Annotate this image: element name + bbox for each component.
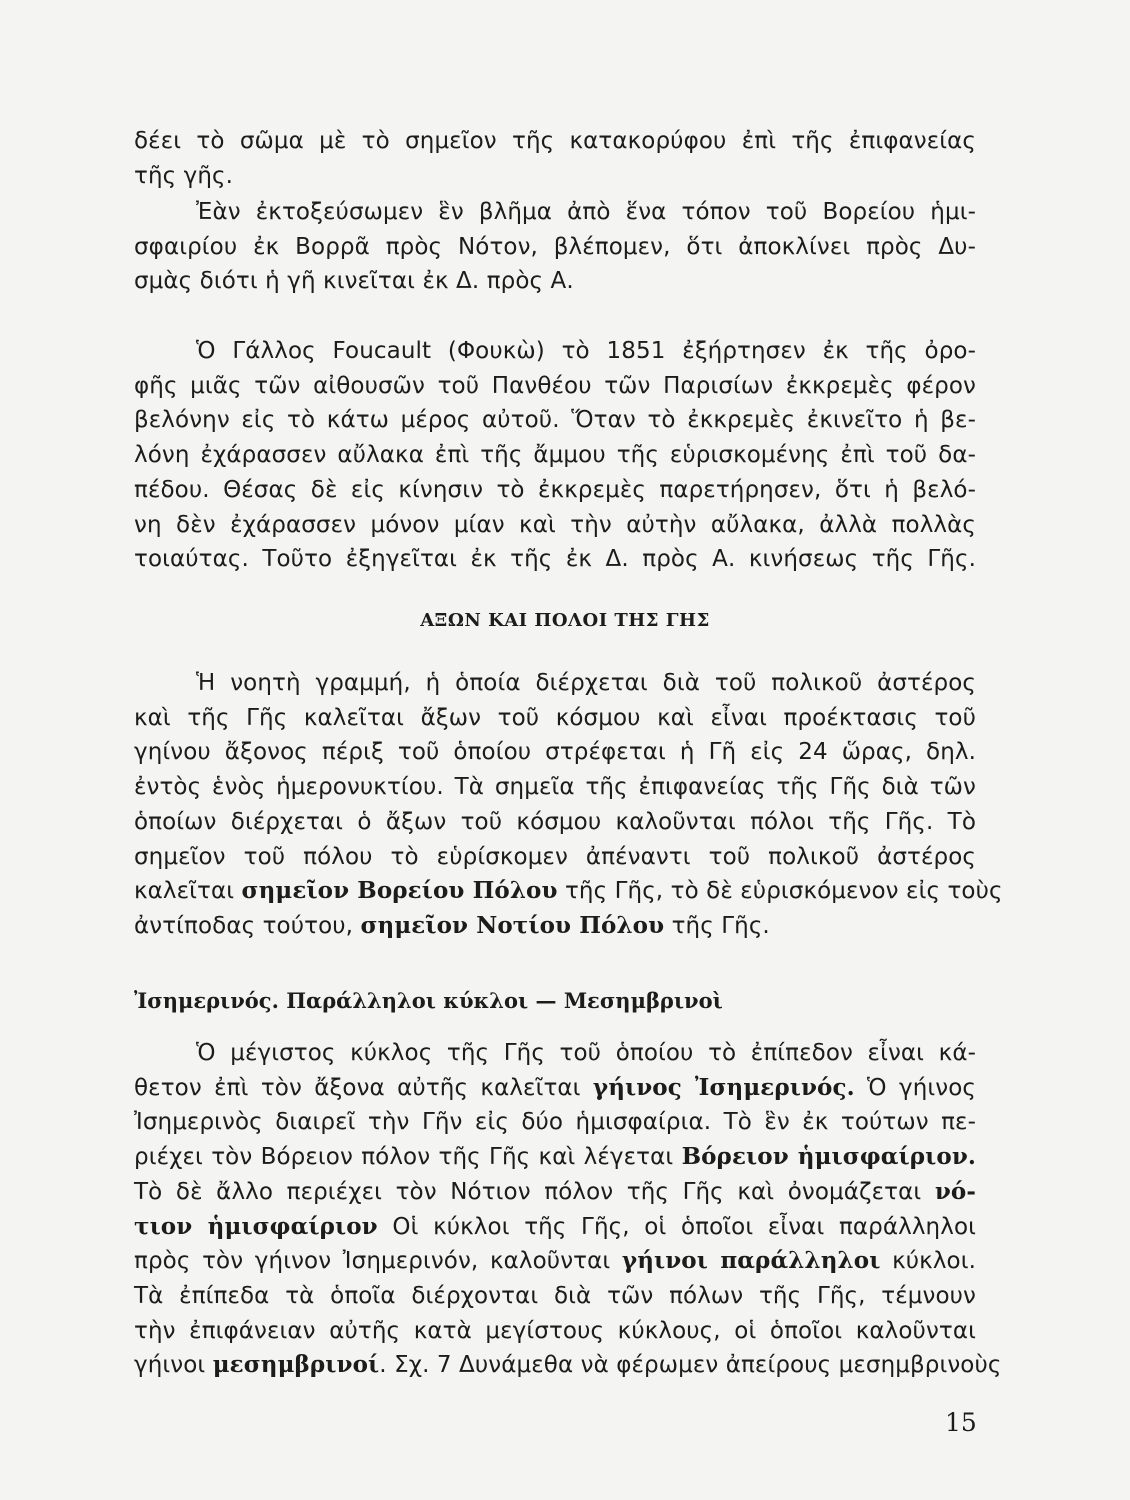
- text-run: . Σχ. 7 Δυνάμεθα νὰ φέρωμεν ἀπείρους μεσημβρινοὺς: [379, 1352, 1002, 1379]
- bold-term: γήινος Ἰσημερινός.: [592, 1073, 855, 1101]
- text-run: τῆς Γῆς.: [664, 912, 770, 939]
- text-line: λόνη ἐχάρασσεν αὔλακα ἐπὶ τῆς ἄμμου τῆς εὑρισκομένης ἐπὶ τοῦ δα-: [134, 442, 976, 469]
- text-line: δέει τὸ σῶμα μὲ τὸ σημεῖον τῆς κατακορύφου ἐπὶ τῆς ἐπιφανείας: [134, 128, 976, 154]
- text-line: γηίνου ἄξονος πέριξ τοῦ ὁποίου στρέφεται ἡ Γῆ εἰς 24 ὥρας, δηλ.: [134, 739, 976, 766]
- text-line: [134, 1348, 1002, 1383]
- paragraph-pendulum-intro: [134, 124, 976, 193]
- text-run: ἀντίποδας τούτου,: [134, 912, 361, 939]
- text-line: [134, 1071, 976, 1106]
- text-line: βελόνην εἰς τὸ κάτω μέρος αὐτοῦ. Ὅταν τὸ ἐκκρεμὲς ἐκινεῖτο ἡ βε-: [134, 407, 976, 434]
- bold-term: νό-: [934, 1177, 976, 1205]
- bold-term: σημεῖον Βορείου Πόλου: [241, 877, 558, 905]
- text-run: Οἱ κύκλοι τῆς Γῆς, οἱ ὁποῖοι εἶναι παράλληλοι: [377, 1213, 976, 1240]
- section-heading: ΑΞΩΝ ΚΑΙ ΠΟΛΟΙ ΤΗΣ ΓΗΣ: [420, 610, 710, 631]
- bold-term: σημεῖον Νοτίου Πόλου: [360, 911, 665, 939]
- text-run: θετον ἐπὶ τὸν ἄξονα αὐτῆς καλεῖται: [134, 1074, 593, 1101]
- bold-term: Βόρειον ἡμισφαίριον.: [681, 1143, 976, 1171]
- text-line: [134, 1140, 976, 1175]
- paragraph-foucault: [134, 334, 976, 577]
- text-run: κύκλοι.: [880, 1248, 976, 1275]
- text-line: τοιαύτας. Τοῦτο ἐξηγεῖται ἐκ τῆς ἐκ Δ. πρὸς Α. κινήσεως τῆς Γῆς.: [134, 546, 976, 573]
- text-line: Ἐὰν ἐκτοξεύσωμεν ἓν βλῆμα ἀπὸ ἕνα τόπον τοῦ Βορείου ἡμι-: [196, 199, 976, 225]
- bold-term: τιον ἡμισφαίριον: [134, 1212, 378, 1240]
- text-line: Ὁ μέγιστος κύκλος τῆς Γῆς τοῦ ὁποίου τὸ ἐπίπεδον εἶναι κά-: [196, 1040, 976, 1066]
- text-line: [134, 1175, 976, 1210]
- text-run: τῆς Γῆς, τὸ δὲ εὑρισκόμενον εἰς τοὺς: [557, 878, 1003, 905]
- page-number: 15: [945, 1408, 977, 1437]
- text-run: πρὸς τὸν γήινον Ἰσημερινόν, καλοῦνται: [134, 1248, 622, 1275]
- text-line: καὶ τῆς Γῆς καλεῖται ἄξων τοῦ κόσμου καὶ εἶναι προέκτασις τοῦ: [134, 704, 976, 731]
- text-line: σμὰς διότι ἡ γῆ κινεῖται ἐκ Δ. πρὸς Α.: [134, 268, 574, 295]
- text-line: πέδου. Θέσας δὲ εἰς κίνησιν τὸ ἐκκρεμὲς παρετήρησεν, ὅτι ἡ βελό-: [134, 476, 976, 503]
- text-line: Ἰσημερινὸς διαιρεῖ τὴν Γῆν εἰς δύο ἡμισφαίρια. Τὸ ἓν ἐκ τούτων πε-: [134, 1109, 976, 1136]
- text-line: [134, 1244, 976, 1279]
- subsection-heading: Ἰσημερινός. Παράλληλοι κύκλοι — Μεσημβρινοὶ: [134, 988, 723, 1013]
- bold-term: μεσημβρινοί: [212, 1351, 380, 1379]
- text-line: [134, 874, 1003, 909]
- text-run: ριέχει τὸν Βόρειον πόλον τῆς Γῆς καὶ λέγεται: [134, 1144, 682, 1171]
- text-line: φῆς μιᾶς τῶν αἰθουσῶν τοῦ Πανθέου τῶν Παρισίων ἐκκρεμὲς φέρον: [134, 372, 976, 399]
- text-line: ἐντὸς ἑνὸς ἡμερονυκτίου. Τὰ σημεῖα τῆς ἐπιφανείας τῆς Γῆς διὰ τῶν: [134, 774, 976, 801]
- text-line: τὴν ἐπιφάνειαν αὐτῆς κατὰ μεγίστους κύκλους, οἱ ὁποῖοι καλοῦνται: [134, 1317, 976, 1344]
- paragraph-axis: [134, 666, 1003, 944]
- text-line: τῆς γῆς.: [134, 162, 234, 189]
- text-line: Ἡ νοητὴ γραμμή, ἡ ὁποία διέρχεται διὰ τοῦ πολικοῦ ἀστέρος: [196, 670, 976, 696]
- text-line: [134, 909, 976, 944]
- text-line: [134, 1210, 976, 1245]
- bold-term: γήινοι παράλληλοι: [621, 1247, 881, 1275]
- paragraph-projectile: [134, 195, 976, 299]
- text-run: γήινοι: [134, 1352, 213, 1379]
- text-run: Ὁ γήινος: [854, 1074, 977, 1101]
- text-line: σφαιρίου ἐκ Βορρᾶ πρὸς Νότον, βλέπομεν, ὅτι ἀποκλίνει πρὸς Δυ-: [134, 233, 976, 260]
- paragraph-equator: [134, 1036, 1002, 1383]
- text-line: σημεῖον τοῦ πόλου τὸ εὑρίσκομεν ἀπέναντι τοῦ πολικοῦ ἀστέρος: [134, 843, 976, 870]
- text-run: καλεῖται: [134, 878, 242, 905]
- text-line: ὁποίων διέρχεται ὁ ἄξων τοῦ κόσμου καλοῦνται πόλοι τῆς Γῆς. Τὸ: [134, 808, 976, 835]
- text-run: Τὸ δὲ ἄλλο περιέχει τὸν Νότιον πόλον τῆς Γῆς καὶ ὀνομάζεται: [134, 1178, 935, 1205]
- text-line: Ὁ Γάλλος Foucault (Φουκὼ) τὸ 1851 ἐξήρτησεν ἐκ τῆς ὀρο-: [196, 338, 976, 364]
- text-line: Τὰ ἐπίπεδα τὰ ὁποῖα διέρχονται διὰ τῶν πόλων τῆς Γῆς, τέμνουν: [134, 1282, 976, 1309]
- text-line: νη δὲν ἐχάρασσεν μόνον μίαν καὶ τὴν αὐτὴν αὔλακα, ἀλλὰ πολλὰς: [134, 511, 976, 538]
